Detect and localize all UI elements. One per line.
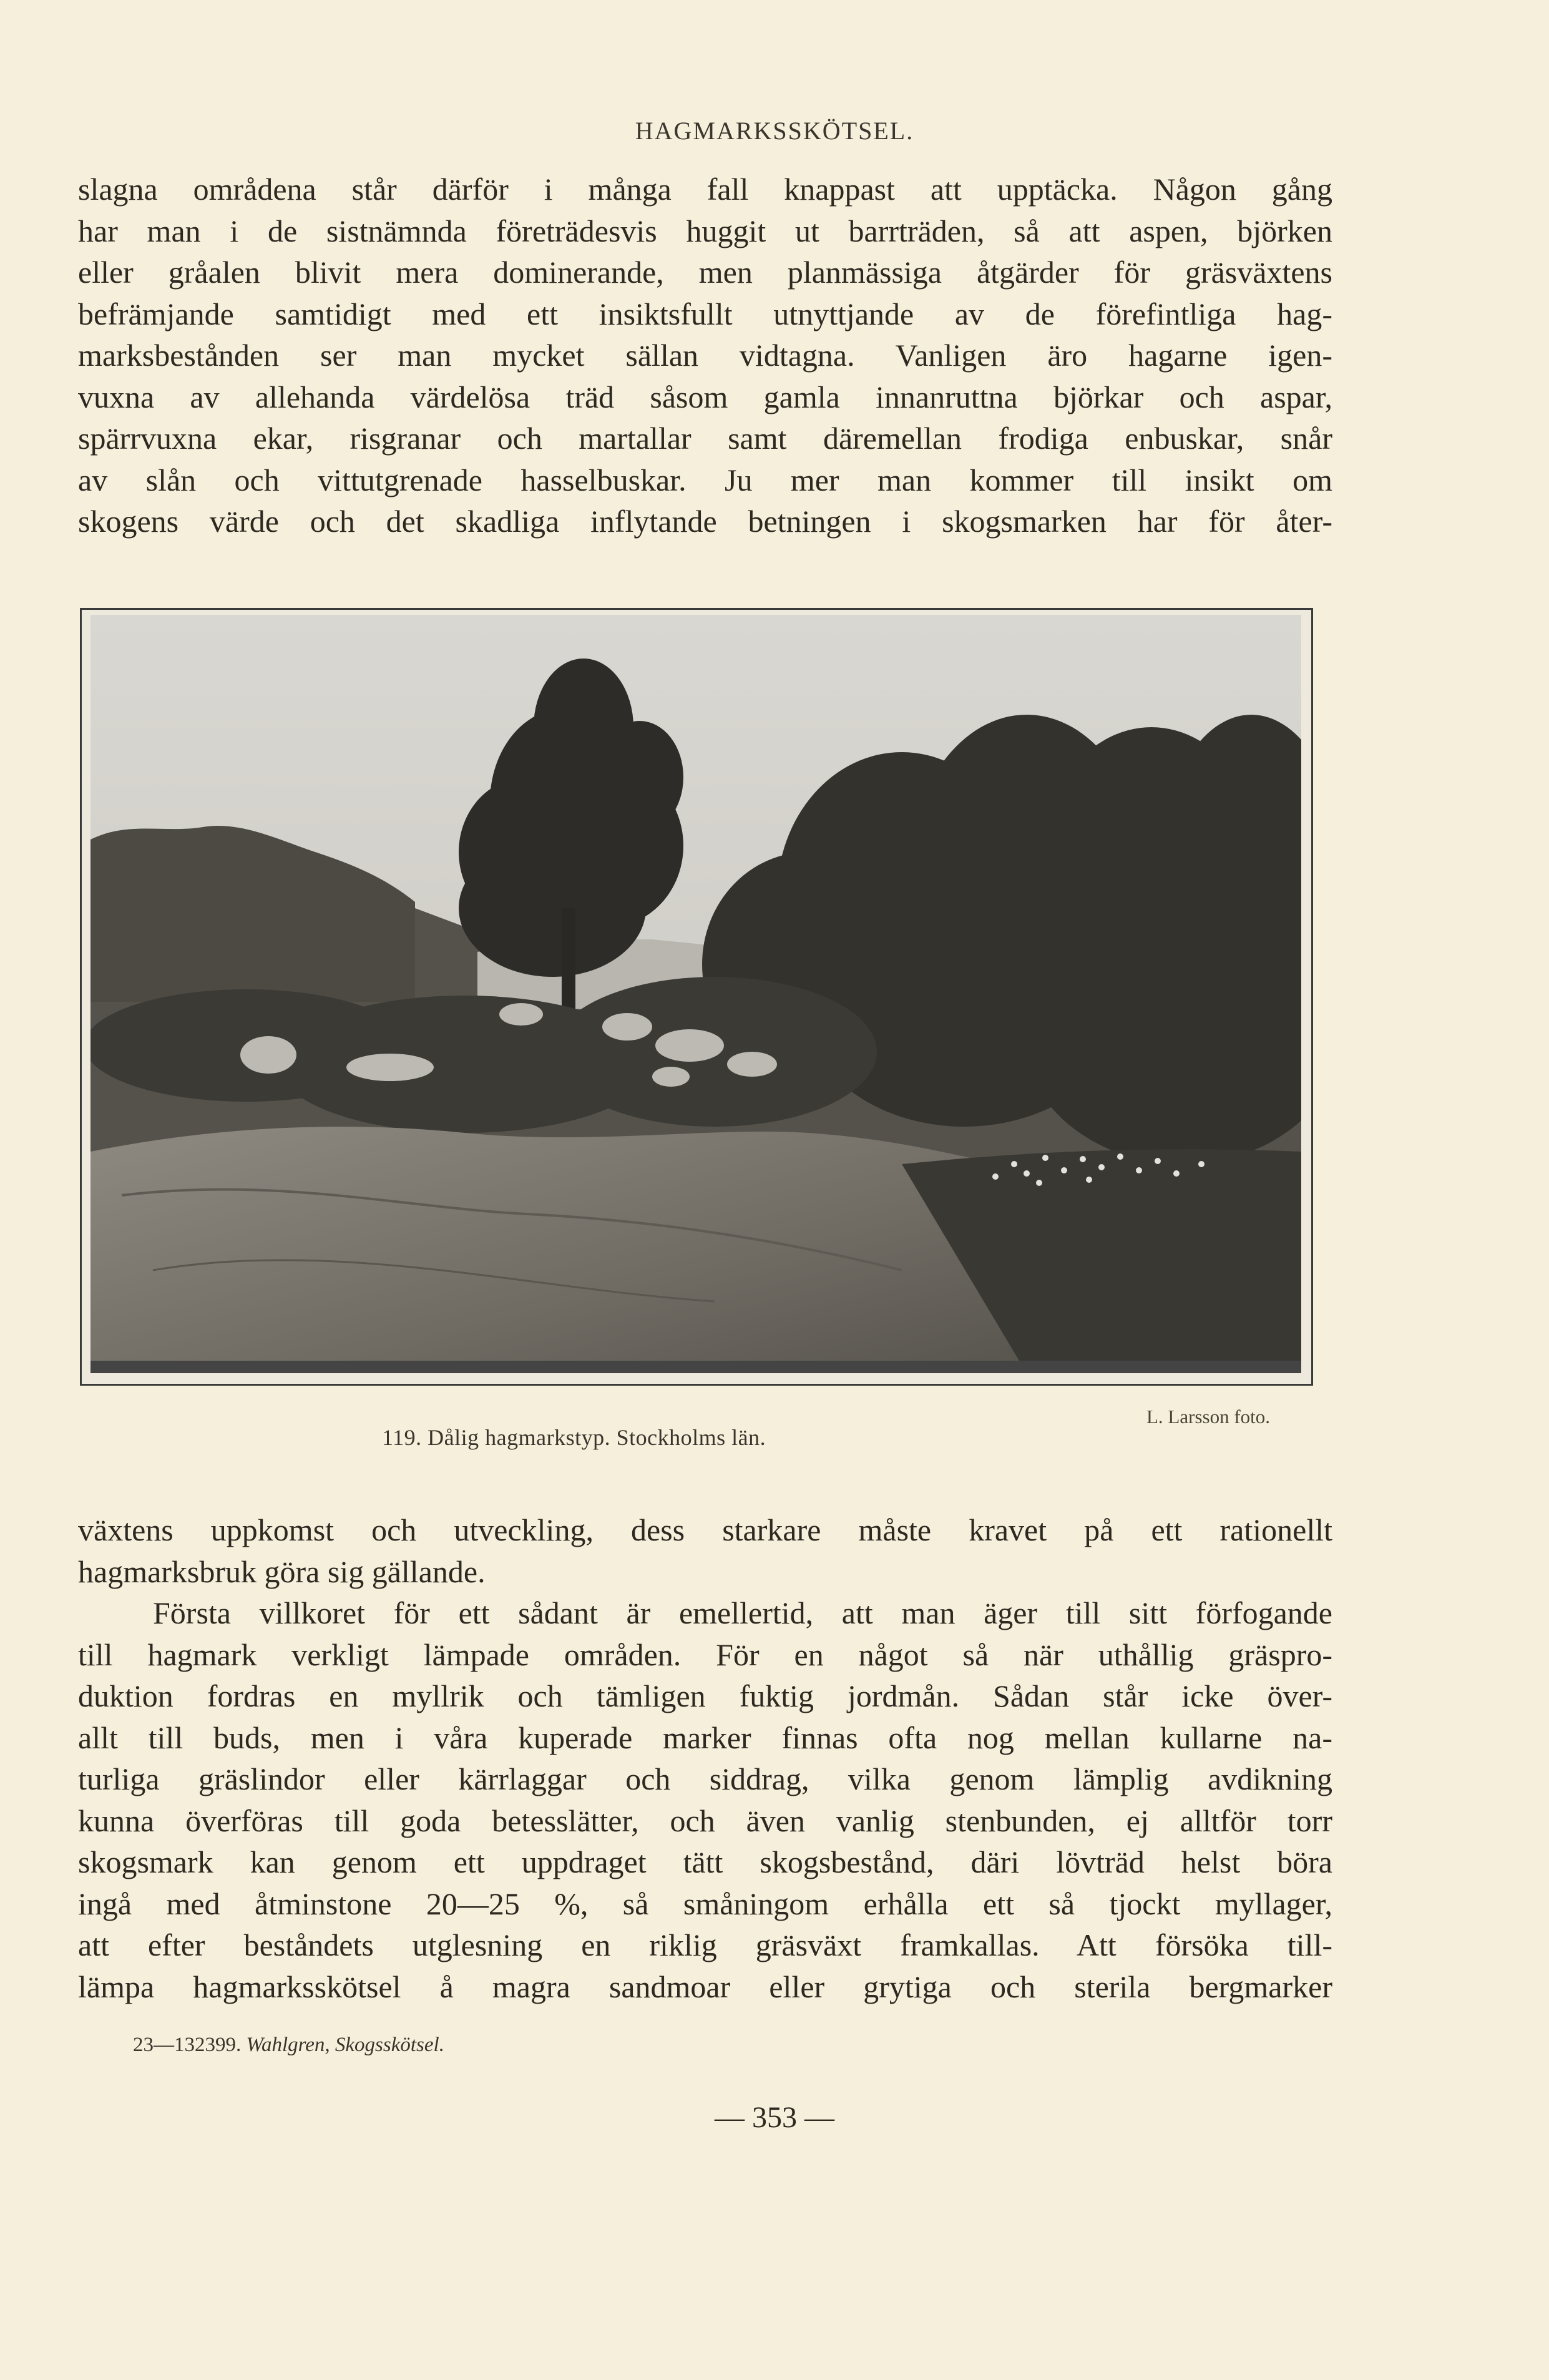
photo-credit: L. Larsson foto. bbox=[1146, 1406, 1271, 1428]
text-line: spärrvuxna ekar, risgranar och martallar samt däremellan frodiga enbuskar, snår bbox=[78, 421, 1332, 456]
landscape-photo bbox=[90, 615, 1301, 1373]
text-line: att efter beståndets utglesning en riklig gräsväxt framkallas. Att försöka till- bbox=[78, 1927, 1332, 1962]
text-line: skogens värde och det skadliga inflytande betningen i skogsmarken har för åter- bbox=[78, 504, 1332, 539]
text-line: befrämjande samtidigt med ett insiktsfullt utnyttjande av de förefintliga hag- bbox=[78, 296, 1332, 331]
text-line: slagna områdena står därför i många fall knappast att upptäcka. Någon gång bbox=[78, 172, 1332, 207]
text-line: till hagmark verkligt lämpade områden. För en något så när uthållig gräspro- bbox=[78, 1637, 1332, 1672]
text-line: har man i de sistnämnda företrädesvis huggit ut barrträden, så att aspen, björken bbox=[78, 213, 1332, 248]
running-head: HAGMARKSSKÖTSEL. bbox=[635, 117, 914, 145]
footnote bbox=[133, 2034, 444, 2057]
text-line: av slån och vittutgrenade hasselbuskar. Ju mer man kommer till insikt om bbox=[78, 462, 1332, 497]
text-line: allt till buds, men i våra kuperade marker finnas ofta nog mellan kullarne na- bbox=[78, 1720, 1332, 1755]
figure-caption: 119. Dålig hagmarkstyp. Stockholms län. bbox=[382, 1425, 766, 1450]
text-line: ingå med åtminstone 20—25 %, så småningom erhålla ett så tjockt myllager, bbox=[78, 1886, 1332, 1921]
text-line: hagmarksbruk göra sig gällande. bbox=[78, 1554, 486, 1589]
text-line: eller gråalen blivit mera dominerande, men planmässiga åtgärder för gräsväxtens bbox=[78, 255, 1332, 290]
text-line: turliga gräslindor eller kärrlaggar och siddrag, vilka genom lämplig avdikning bbox=[78, 1761, 1332, 1796]
text-line: vuxna av allehanda värdelösa träd såsom gamla innanruttna björkar och aspar, bbox=[78, 379, 1332, 414]
text-line: lämpa hagmarksskötsel å magra sandmoar eller grytiga och sterila bergmarker bbox=[78, 1969, 1332, 2004]
bottom-paragraphs bbox=[78, 1509, 1332, 2007]
text-line: kunna överföras till goda betesslätter, och även vanlig stenbunden, ej alltför torr bbox=[78, 1803, 1332, 1838]
footnote-source: Wahlgren, Skogsskötsel. bbox=[246, 2034, 444, 2056]
text-line: marksbestånden ser man mycket sällan vidtagna. Vanligen äro hagarne igen- bbox=[78, 338, 1332, 373]
top-paragraph bbox=[78, 169, 1332, 542]
page-number: — 353 — bbox=[715, 2101, 834, 2134]
text-line: växtens uppkomst och utveckling, dess starkare måste kravet på ett rationellt bbox=[78, 1512, 1332, 1547]
text-line: Första villkoret för ett sådant är emellertid, att man äger till sitt förfogande bbox=[153, 1595, 1332, 1630]
text-line: skogsmark kan genom ett uppdraget tätt skogsbestånd, däri lövträd helst böra bbox=[78, 1844, 1332, 1879]
footnote-number: 23—132399. bbox=[133, 2034, 242, 2056]
text-line: duktion fordras en myllrik och tämligen fuktig jordmån. Sådan står icke över- bbox=[78, 1678, 1332, 1713]
